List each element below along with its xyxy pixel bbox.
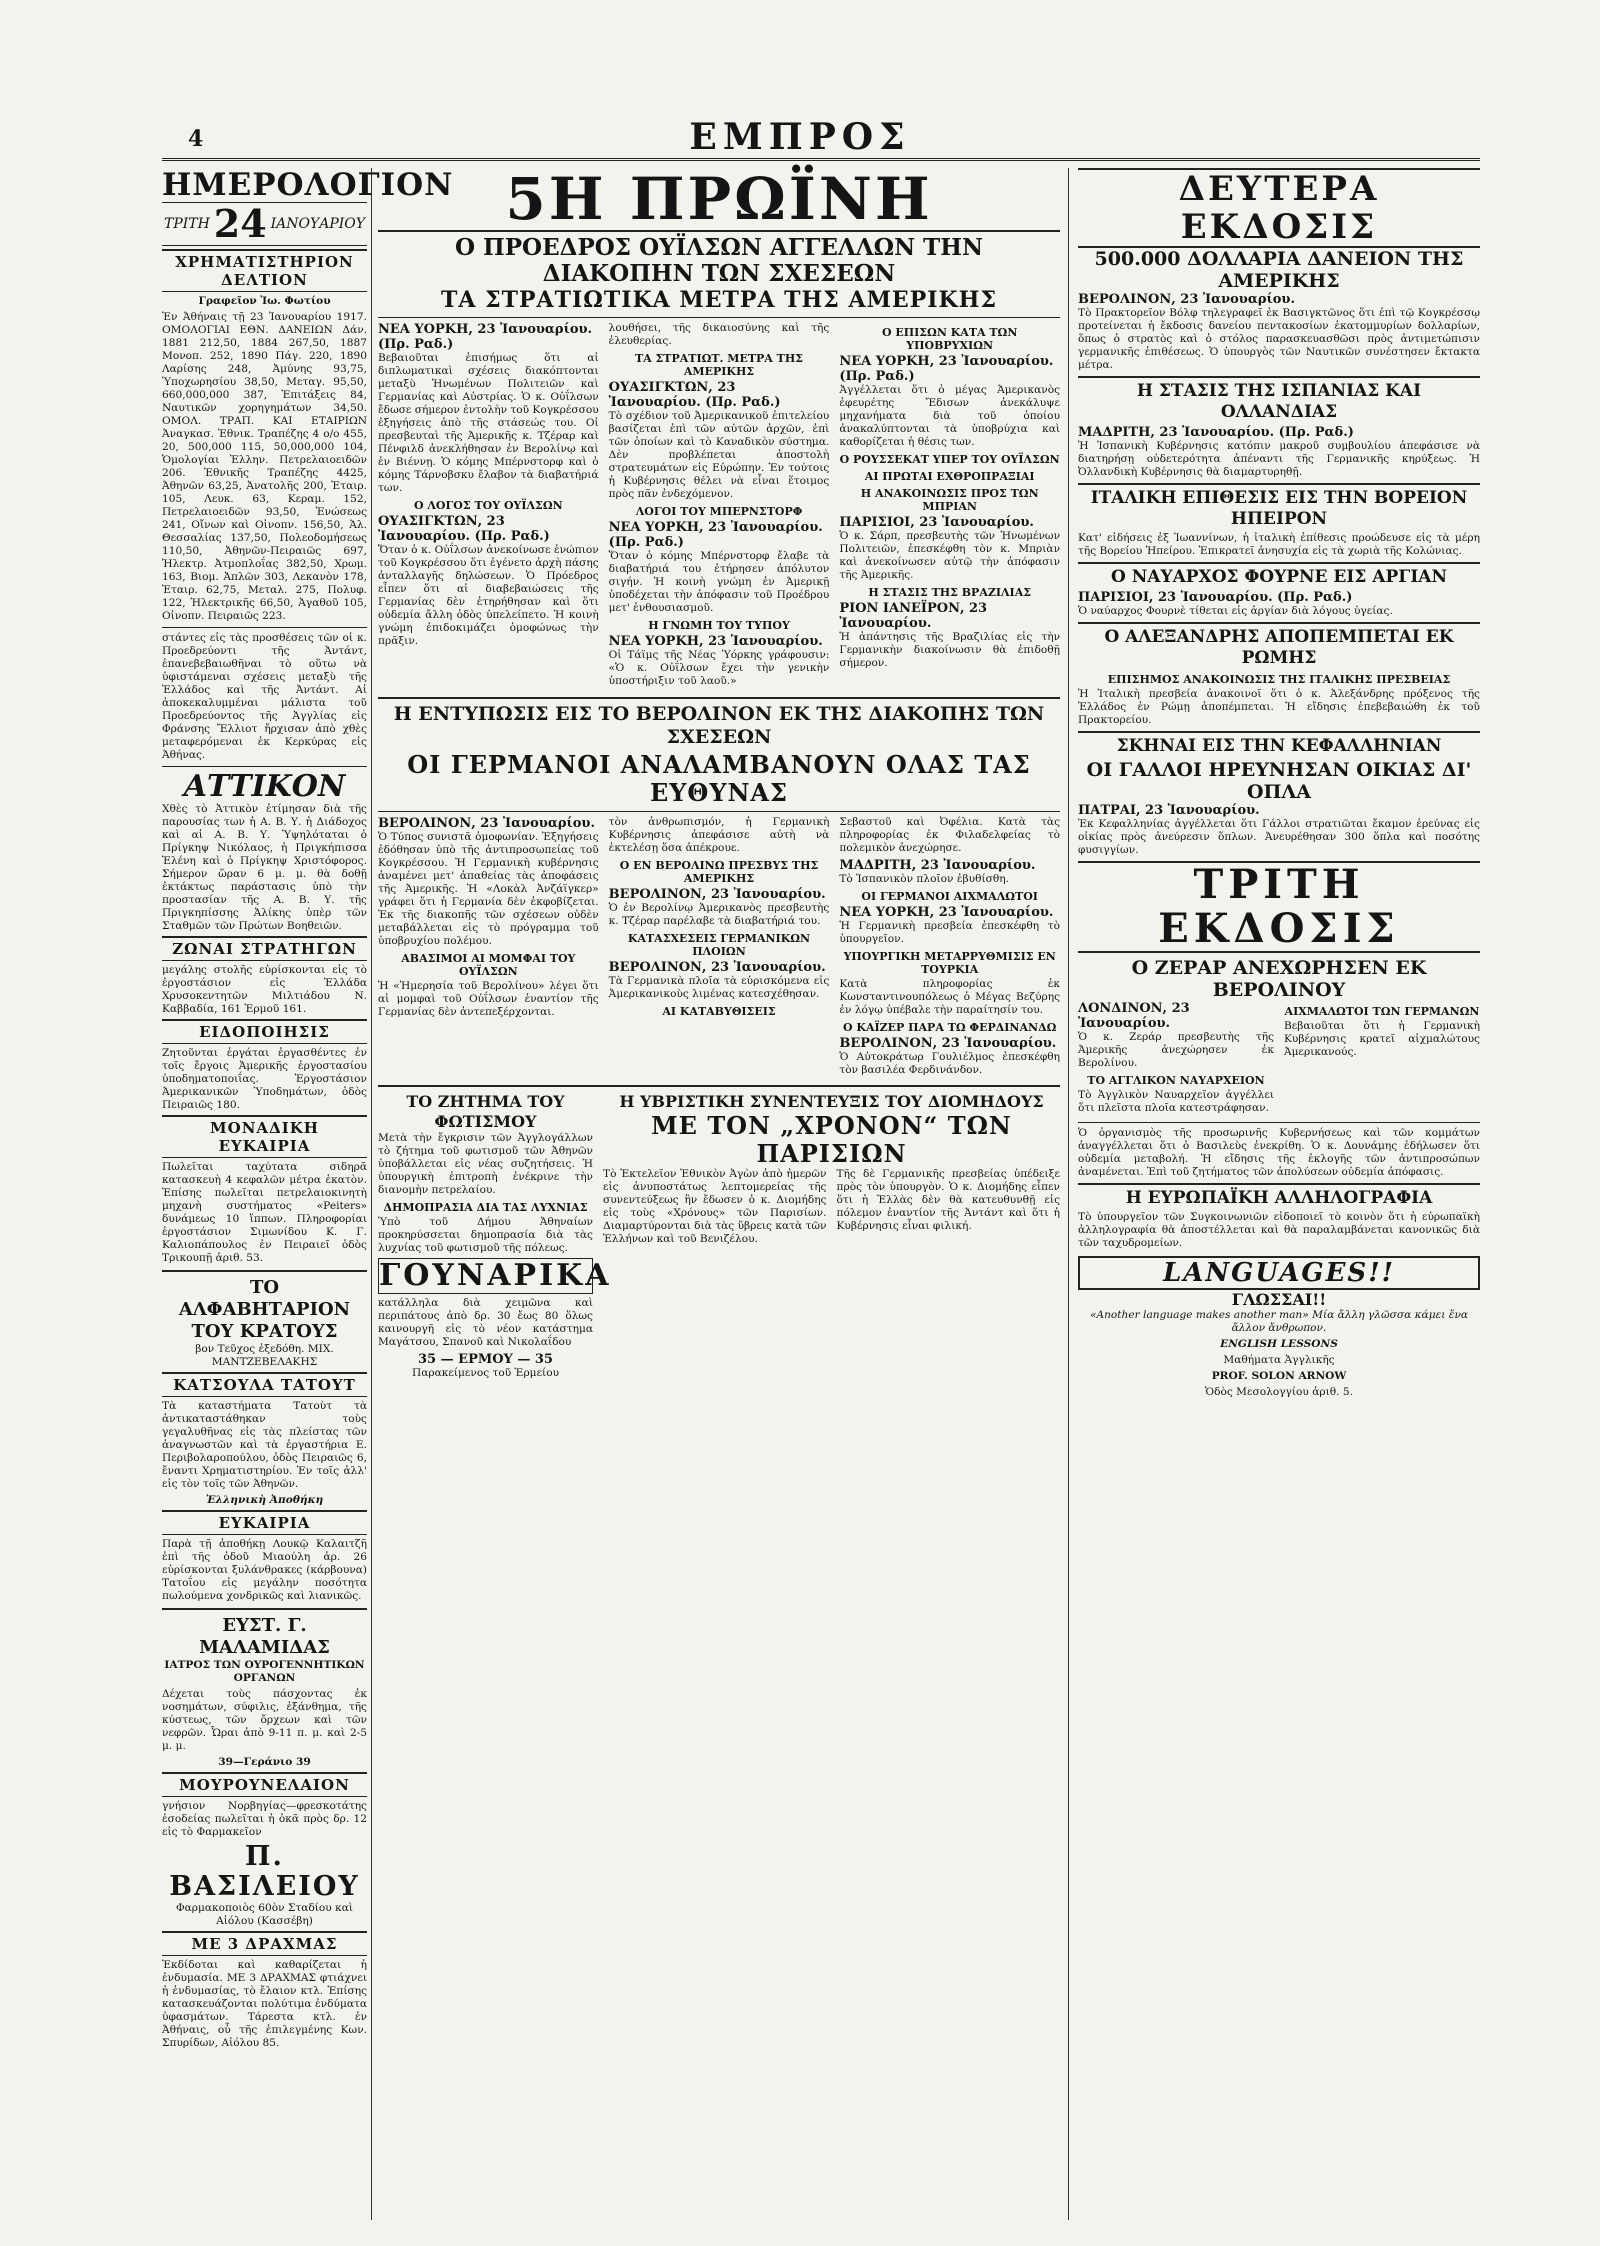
article-text: Βεβαιοῦται ἐπισήμως ὅτι αἱ διπλωματικαὶ σχέσεις διακόπτονται μεταξὺ Ἡνωμένων Πολιτειῶν καὶ Γερμανίας καὶ Αὐστρίας. Ὁ κ. Οὐΐλσων ἔδωσε σήμερον ἐντολὴν τοῦ Κογκρέσσου ἐξηγήσεις ἀπὸ τῆς στάσεώς του. Οἱ πρεσβευταὶ τῆς Ἀμερικῆς κ. Τζέραρ καὶ Πένφιλδ ἀνεκλήθησαν ἐν Βερολίνῳ καὶ ἐν Βιέννῃ. Ὁ κόμης Μπέρνστορφ καὶ ὁ κόμης Τάρνοβσκυ ἔλαβον τὰ διαβατήριά των. [378, 352, 599, 494]
right-column [1078, 168, 1480, 2220]
article-text: Ὅταν ὁ κόμης Μπέρνστορφ ἔλαβε τὰ διαβατήριά του ἐτήρησεν ἀπόλυτον σιγήν. Ἡ κοινὴ γνώμη ἐν Ἀμερικῇ ὑποδέχεται τὴν ἀπόφασιν τοῦ Προέδρου μετ' ἐνθουσιασμοῦ. [608, 550, 830, 614]
article-text: Ἐκ Κεφαλληνίας ἀγγέλλεται ὅτι Γάλλοι στρατιῶται ἔκαμον ἐρεύνας εἰς οἰκίας πρὸς ἀνεύρεσιν ὅπλων. Ἀνευρέθησαν 300 ὅπλα καὶ ποσότης φυσιγγίων. [1078, 818, 1480, 856]
eidopoiisis-heading: ΕΙΔΟΠΟΙΗΣΙΣ [162, 1019, 367, 1044]
mourounelaion-text: γνήσιον Νορβηγίας—φρεσκοτάτης ἐσοδείας πωλεῖται ἡ ὀκᾶ πρὸς δρ. 12 εἰς τὸ Φαρμακεῖον [162, 1800, 367, 1838]
article-text: Τὸ Πρακτορεῖον Βόλφ τηλεγραφεῖ ἐκ Βασιγκτῶνος ὅτι ἐπὶ τῷ Κογκρέσσῳ προτείνεται ἡ ἔκδοσις δανείου πεντακοσίων ἑκατομμυρίων δολλαρίων, ὅπως ὁ στρατὸς καὶ ὁ στόλος παρασκευασθῶσι πρὸς ἀντιμετώπισιν γερμανικῆς ἐπιθέσεως. Ὁ ὑπουργὸς τῶν Ναυτικῶν συνέστησεν ἔκτακτα μέτρα. [1078, 307, 1480, 371]
third-edition-banner: ΤΡΙΤΗ ΕΚΔΟΣΙΣ [1078, 861, 1480, 953]
divider [378, 317, 1060, 318]
article-text: Ὁ κ. Σάρπ, πρεσβευτὴς τῶν Ἡνωμένων Πολιτειῶν, ἐπεσκέφθη τὸν κ. Μπριὰν καὶ ἀνεκοίνωσεν αὐτῷ τὴν ἀπόφασιν τῆς Ἀμερικῆς. [839, 530, 1061, 581]
article-text: Τῆς δὲ Γερμανικῆς πρεσβείας ὑπέδειξε πρὸς τὸν ὑπουργὸν. Ὁ κ. Διομήδης εἶπεν ὅτι ἡ Ἑλλὰς δὲν θὰ κατευθυνθῇ εἰς πόλεμον ἐναντίον τῆς Ἀντάντ καὶ ὅτι ἡ Κυβέρνησις εἶναι φιλική. [836, 1168, 1060, 1232]
attikon-text: Χθὲς τὸ Ἀττικὸν ἐτίμησαν διὰ τῆς παρουσίας των ἡ Α. Β. Υ. ἡ Διάδοχος καὶ αἱ Α. Β. Υ. Ὑψηλόταται ὁ Πρίγκηψ Νικόλαος, ἡ Πριγκήπισσα Ἑλένη καὶ ὁ Πρίγκηψ Χριστόφορος. Σήμερον ὥραν 6 μ. μ. θὰ δοθῇ ἐκτάκτως παράστασις ὑπὸ τὴν προστασίαν τῆς Α. Β. Υ. τῆς Πριγκηπίσσης Ἀλίκης ὑπὲρ τῶν Σταθμῶν τῶν Πρώτων Βοηθειῶν. [162, 803, 367, 932]
divider [378, 1085, 1060, 1087]
section-heading: ΤΟ ΑΓΓΛΙΚΟΝ ΝΑΥΑΡΧΕΙΟΝ [1087, 1074, 1265, 1087]
eidopoiisis-text: Ζητοῦνται ἐργάται ἐργασθέντες ἐν τοῖς ἔργοις Ἀμερικῆς ἐργοστασίου ὑποδηματοποιΐας. Ἐργοστάσιον Ἀμερικανικῶν Ὑποδημάτων, ὁδὸς Πειραιῶς 180. [162, 1047, 367, 1111]
diomidis-heading: Η ΥΒΡΙΣΤΙΚΗ ΣΥΝΕΝΤΕΥΞΙΣ ΤΟΥ ΔΙΟΜΗΔΟΥΣ [619, 1092, 1044, 1111]
section-heading: ΕΠΙΣΗΜΟΣ ΑΝΑΚΟΙΝΩΣΙΣ ΤΗΣ ΙΤΑΛΙΚΗΣ ΠΡΕΣΒΕΙΑΣ [1107, 673, 1451, 686]
article-col-1 [378, 816, 599, 1080]
section-heading: Ο ΕΠΙΣΩΝ ΚΑΤΑ ΤΩΝ ΥΠΟΒΡΥΧΙΩΝ [881, 326, 1018, 352]
divider [1078, 1122, 1480, 1123]
drachmas-heading: ΜΕ 3 ΔΡΑΧΜΑΣ [162, 1931, 367, 1956]
dateline: ΝΕΑ ΥΟΡΚΗ, 23 Ἰανουαρίου. (Πρ. Ραδ.) [378, 322, 593, 352]
article-text: Ἡ ἀπάντησις τῆς Βραζιλίας εἰς τὴν Γερμανικὴν διακοίνωσιν θὰ ἐπιδοθῇ σήμερον. [839, 631, 1061, 669]
article-text: Ἀγγέλλεται ὅτι ὁ μέγας Ἀμερικανὸς ἐφευρέτης Ἔδισων ἀνεκάλυψε μηχανήματα διὰ τοῦ ὁποίου ἀνακαλύπτονται τὰ ὑποβρύχια καὶ καθορίζεται ἡ θέσις των. [839, 384, 1061, 448]
alfavitarion-sub: βον Τεῦχος ἐξεδόθη. ΜΙΧ. ΜΑΝΤΖΕΒΕΛΑΚΗΣ [195, 1343, 334, 1368]
section-heading: ΑΙ ΠΡΩΤΑΙ ΕΧΘΡΟΠΡΑΞΙΑΙ [864, 470, 1035, 483]
section-heading: ΛΟΓΟΙ ΤΟΥ ΜΠΕΡΝΣΤΟΡΦ [635, 505, 803, 518]
divider [162, 766, 367, 767]
section-heading: Η ΑΝΑΚΟΙΝΩΣΙΣ ΠΡΟΣ ΤΩΝ ΜΠΡΙΑΝ [860, 487, 1039, 513]
dateline: ΟΥΑΣΙΓΚΤΩΝ, 23 Ἰανουαρίου. (Πρ. Ραδ.) [378, 514, 550, 544]
section-heading: ΚΑΤΑΣΧΕΣΕΙΣ ΓΕΡΜΑΝΙΚΩΝ ΠΛΟΙΩΝ [627, 932, 811, 958]
kefallinia-subheadline: ΟΙ ΓΑΛΛΟΙ ΗΡΕΥΝΗΣΑΝ ΟΙΚΙΑΣ ΔΙ' ΟΠΛΑ [1086, 759, 1472, 803]
doctor-title: ΙΑΤΡΟΣ ΤΩΝ ΟΥΡΟΓΕΝΝΗΤΙΚΩΝ ΟΡΓΑΝΩΝ [164, 1659, 365, 1684]
article-text: Τὸ ὑπουργεῖον τῶν Συγκοινωνιῶν εἰδοποιεῖ τὸ κοινὸν ὅτι ἡ εὐρωπαϊκὴ ἀλληλογραφία θὰ ἀποστέλλεται καὶ θὰ παραλαμβάνεται κανονικῶς διὰ τῶν ταχυδρομείων. [1078, 1211, 1480, 1249]
date-row [162, 202, 367, 246]
loan-headline: 500.000 ΔΟΛΛΑΡΙΑ ΔΑΝΕΙΟΝ ΤΗΣ ΑΜΕΡΙΚΗΣ [1094, 248, 1464, 292]
exchange-subheading: Γραφεῖον Ἰω. Φωτίου [198, 295, 331, 307]
divider [378, 811, 1060, 812]
column-rule [371, 168, 372, 2220]
second-edition-banner: ΔΕΥΤΕΡΑ ΕΚΔΟΣΙΣ [1078, 168, 1480, 248]
monadiki-text: Πωλεῖται ταχύτατα σιδηρᾶ κατασκευὴ 4 κεφαλῶν μέτρα ἑκατὸν. Ἐπίσης πωλεῖται πετρελαιοκινητὴ μηχανὴ συστήματος «Peiters» δυνάμεως 10 ἵππων. Πληροφορίαι ἐργοστάσιον Σιμωνίδου Κ. Γ. Καλιοπάπουλος ἐν Πειραιεῖ ὁδὸς Τρικουπῇ ἀριθ. 53. [162, 1161, 367, 1264]
dateline: ΝΕΑ ΥΟΡΚΗ, 23 Ἰανουαρίου. [839, 905, 1054, 920]
article-text: Ὁ κ. Ζεράρ πρεσβευτὴς τῆς Ἀμερικῆς ἀνεχώρησεν ἐκ Βερολίνου. [1078, 1031, 1274, 1069]
mail-headline: Η ΕΥΡΩΠΑΪΚΗ ΑΛΛΗΛΟΓΡΑΦΙΑ [1078, 1183, 1480, 1209]
article-col-3 [839, 816, 1060, 1080]
article-text: Τὸ σχέδιον τοῦ Ἀμερικανικοῦ ἐπιτελείου βασίζεται ἐπὶ τῶν αὐτῶν ἀρχῶν, ἐπὶ τῶν ὁποίων καὶ τὸ Καναδικὸν σύστημα. Δὲν προβλέπεται ἀποστολὴ στρατευμάτων εἰς Εὐρώπην. Ἐν τούτοις ἡ Κυβέρνησις θέλει νὰ εἶναι ἕτοιμος πρὸς πᾶν ἐνδεχόμενον. [608, 410, 830, 500]
spain-holland-headline: Η ΣΤΑΣΙΣ ΤΗΣ ΙΣΠΑΝΙΑΣ ΚΑΙ ΟΛΛΑΝΔΙΑΣ [1078, 376, 1480, 423]
article-text: Ὁ Τύπος συνιστᾶ ὁμοφωνίαν. Ἐξηγήσεις ἐδόθησαν ὑπὸ τῆς ἀντιπροσωπείας τοῦ Κογκρέσσου. Ἡ Γερμανικὴ κυβέρνησις ἀναμένει μετ' ἀπαθείας τὰς ἀποφάσεις τῆς Ἀμερικῆς. Ἡ «Λοκὰλ Ἀνζάϊγκερ» γράφει ὅτι ἡ Γερμανία δὲν ἐκφοβίζεται. Ἐκ τῆς διακοπῆς τῶν σχέσεων οὐδὲν μεταβάλλεται εἰς τὸ πρόγραμμα τοῦ ὑποβρυχίου πολέμου. [378, 831, 599, 947]
bottom-right [603, 1092, 1060, 1383]
apothiki-text: Ἐλληνικὴ Ἀποθήκη [205, 1494, 324, 1506]
article-columns [378, 322, 1060, 691]
bottom-section [378, 1092, 1060, 1383]
article-col-3 [839, 322, 1060, 691]
article-text: Ὁ ναύαρχος Φουρνὲ τίθεται εἰς ἀργίαν διὰ λόγους ὑγείας. [1078, 605, 1393, 617]
doctor-text: Δέχεται τοὺς πάσχοντας ἐκ νοσημάτων, σύφιλις, ἐξάνθημα, τῆς κύστεως, τῶν ὄρχεων καὶ τῶν νεφρῶν. Ὧραι ἀπὸ 9-11 π. μ. καὶ 2-5 μ. μ. [162, 1688, 367, 1752]
dateline: ΜΑΔΡΙΤΗ, 23 Ἰανουαρίου. [839, 858, 1036, 873]
eukairia-text: Παρὰ τῇ ἀποθήκῃ Λουκῷ Καλαιτζῆ ἐπὶ τῆς ὁδοῦ Μιαούλη ἀρ. 26 εὑρίσκονται ξυλάνθρακες (κάρβουνα) Τατοΐου εἰς μεγάλην ποσότητα πωλούμενα χονδρικῶς καὶ λιανικῶς. [162, 1538, 367, 1602]
dateline: ΡΙΟΝ ΙΑΝΕΪΡΟΝ, 23 Ἰανουαρίου. [839, 601, 988, 631]
article-text: Τὰ Γερμανικὰ πλοῖα τὰ εὑρισκόμενα εἰς Ἀμερικανικοὺς λιμένας κατεσχέθησαν. [608, 975, 830, 1000]
date-number: 24 [213, 201, 267, 246]
newspaper-name: ΕΜΠΡΟΣ [689, 116, 911, 158]
drachmas-text: Ἐκδίδοται καὶ καθαρίζεται ἡ ἐνδυμασία. ΜΕ 3 ΔΡΑΧΜΑΣ φτιάχνει ἡ ἐνδυμασίας, τὸ ἔλαιον κτλ. Ἐπίσης κατασκευάζονται πολύτιμα ἐνδύματα ὑφασμάτων. Τάρεστα κτλ. ἐν Ἀθήναις, οὗ τῆς ἐπιλεγμένης Κων. Σπυρίδων, Αἰόλου 85. [162, 1959, 367, 2049]
ermou-address: 35 — ΕΡΜΟΥ — 35 [418, 1352, 553, 1367]
middle-column [378, 165, 1061, 2220]
professor-address: Ὁδὸς Μεσολογγίου ἀριθ. 5. [1205, 1386, 1353, 1398]
article-text: Τὸ Ἰσπανικὸν πλοῖον ἐβυθίσθη. [839, 873, 1009, 885]
fotismos-heading: ΤΟ ΖΗΤΗΜΑ ΤΟΥ ΦΩΤΙΣΜΟΥ [406, 1092, 565, 1131]
dateline: ΝΕΑ ΥΟΡΚΗ, 23 Ἰανουαρίου. (Πρ. Ραδ.) [608, 520, 823, 550]
dateline: ΒΕΡΟΛΙΝΟΝ, 23 Ἰανουαρίου. [378, 816, 595, 831]
diomidis-subheading: ΜΕ ΤΟΝ „ΧΡΟΝΟΝ“ ΤΩΝ ΠΑΡΙΣΙΩΝ [651, 1111, 1012, 1168]
monadiki-heading: ΜΟΝΑΔΙΚΗ ΕΥΚΑΙΡΙΑ [162, 1115, 367, 1158]
eukairia-heading: ΕΥΚΑΙΡΙΑ [162, 1510, 367, 1535]
dateline: ΛΟΝΔΙΝΟΝ, 23 Ἰανουαρίου. [1078, 1001, 1190, 1031]
section-heading: ΟΙ ΓΕΡΜΑΝΟΙ ΑΙΧΜΑΛΩΤΟΙ [861, 890, 1038, 903]
gerard-headline: Ο ΖΕΡΑΡ ΑΝΕΧΩΡΗΣΕΝ ΕΚ ΒΕΡΟΛΙΝΟΥ [1131, 957, 1427, 1001]
dateline: ΒΕΡΟΛΙΝΟΝ, 23 Ἰανουαρίου. [839, 1036, 1057, 1051]
article-text: Ἡ «Ἡμερησία τοῦ Βερολίνου» λέγει ὅτι αἱ μομφαὶ τοῦ Οὐΐλσων ἐναντίον τῆς Γερμανίας δὲν ἀντεπεξέρχονται. [378, 980, 599, 1018]
section-heading: ΑΙ ΚΑΤΑΒΥΘΙΣΕΙΣ [662, 1005, 776, 1018]
fournet-headline: Ο ΝΑΥΑΡΧΟΣ ΦΟΥΡΝΕ ΕΙΣ ΑΡΓΙΑΝ [1078, 562, 1480, 588]
article-text: Κατὰ πληροφορίας ἐκ Κωνσταντινουπόλεως ὁ Μέγας Βεζύρης ἐν λόγῳ ὑπέβαλε τὴν παραίτησίν του. [839, 978, 1061, 1016]
article-text: Ἡ Ἰταλικὴ πρεσβεία ἀνακοινοῖ ὅτι ὁ κ. Ἀλεξάνδρης πρόξενος τῆς Ἑλλάδος ἐν Ρώμῃ ἀποπέμπεται. Ἡ εἴδησις ἐπεβεβαιώθη ἐκ τοῦ Πρακτορείου. [1078, 688, 1480, 726]
article-col-1 [378, 322, 599, 691]
section-heading: ΥΠΟΥΡΓΙΚΗ ΜΕΤΑΡΡΥΘΜΙΣΙΣ ΕΝ ΤΟΥΡΚΙΑ [843, 950, 1056, 976]
dimoprasia-text: Ὑπὸ τοῦ Δήμου Ἀθηναίων προκηρύσσεται δημοπρασία διὰ τὰς λυχνίας τοῦ φωτισμοῦ τῆς πόλεως. [378, 1216, 593, 1254]
article-text: Ὁ Αὐτοκράτωρ Γουλιέλμος ἐπεσκέφθη τὸν βασιλέα Φερδινάνδον. [839, 1051, 1061, 1076]
left-column [162, 167, 454, 2220]
article-text: λουθήσει, τῆς δικαιοσύνης καὶ τῆς ἐλευθερίας. [608, 322, 830, 347]
gounarika-text: κατάλληλα διὰ χειμῶνα καὶ περιπάτους ἀπὸ δρ. 30 ἔως 80 ὅλως καινουργῆ εἰς τὸ νέον κατάστημα Μαγάτσου, Σπανοῦ καὶ Νικολαΐδου [378, 1297, 593, 1348]
divider [162, 1270, 367, 1272]
dateline: ΟΥΑΣΙΓΚΤΩΝ, 23 Ἰανουαρίου. (Πρ. Ραδ.) [608, 380, 781, 410]
dateline: ΠΑΡΙΣΙΟΙ, 23 Ἰανουαρίου. (Πρ. Ραδ.) [1078, 590, 1353, 605]
professor-name: PROF. SOLON ARNOW [1211, 1370, 1347, 1382]
gerard-col-2 [1284, 1001, 1480, 1118]
section-heading: ΤΑ ΣΤΡΑΤΙΩΤ. ΜΕΤΡΑ ΤΗΣ ΑΜΕΡΙΚΗΣ [634, 352, 804, 378]
article-text: Οἱ Τάϊμς τῆς Νέας Ὑόρκης γράφουσιν: «Ὁ κ. Οὐΐλσων ἔχει τὴν γενικὴν ὑποστήριξιν τοῦ λαοῦ.» [608, 649, 830, 687]
gerard-col-1 [1078, 1001, 1274, 1118]
section-heading: Ο ΡΟΥΣΣΕΚΑΤ ΥΠΕΡ ΤΟΥ ΟΥΪΛΣΩΝ [839, 453, 1060, 466]
berlin-subheadline: ΟΙ ΓΕΡΜΑΝΟΙ ΑΝΑΛΑΜΒΑΝΟΥΝ ΟΛΑΣ ΤΑΣ ΕΥΘΥΝΑΣ [407, 750, 1031, 807]
politics-text: στάντες εἰς τὰς προσθέσεις τῶν οἰ κ. Προεδρεύοντι τῆς Ἀντάντ, ἐπανεβεβαιωθῆναι τὸ οὕτω νὰ ὑφιστάμεναι σχέσεις μεταξὺ τῆς Ἑλλάδος καὶ τῆς Ἀντάντ. Αἱ ἀποκεκαλυμμέναι μάλιστα τοῦ Προεδρεύοντος τῆς Ἀγγλίας εἰς Φράνσης Ἔλλιοτ ἤρχισαν ἀπὸ χθὲς μεταφερόμεναι ἐκ Κερκύρας εἰς Ἀθήνας. [162, 632, 367, 761]
doctor-address: 39—Γεράνιο 39 [218, 1756, 311, 1768]
zonai-text: μεγάλης στολῆς εὑρίσκονται εἰς τὸ ἐργοστάσιον εἰς Ἑλλάδα Χρυσοκεντητῶν Μιλτιάδου Ν. Καββαδία, 161 Ἑρμοῦ 161. [162, 964, 367, 1015]
katsoula-text: Τὰ καταστήματα Τατοὺτ τὰ ἀντικαταστάθηκαν τοὺς γεγαλυθῆνας εἰς τὰς πλείστας τῶν ἀναγνωστῶν καὶ τὰ ἐργαστήρια Ε. Περιβολαροπούλου, ὁδὸς Πειραιῶς 6, ἔναντι Χρηματιστηρίου. Ἐν τοῖς ἀλλ' εἰς τὸν τοῖς τῶν Ἀθηνῶν. [162, 1400, 367, 1490]
languages-ad-text: «Another language makes another man» Μία ἄλλη γλῶσσα κάμει ἕνα ἄλλον ἄνθρωπον. [1089, 1309, 1469, 1334]
exchange-heading: ΧΡΗΜΑΤΙΣΤΗΡΙΟΝ ΔΕΛΤΙΟΝ [162, 249, 367, 292]
article-text: Ὁ ὀργανισμὸς τῆς προσωρινῆς Κυβερνήσεως καὶ τῶν κομμάτων ἀναγγέλλεται ὅτι ὁ Βασιλεὺς ἐνεκρίθη. Ὁ κ. Δουνάμης ἐδήλωσεν ὅτι οὐδεμία μεταβολή. Ἡ εἴδησις τῆς ἐκλογῆς τῶν ἀντιπροσώπων ἀναμένεται. Ἐπὶ τοῦ ζητήματος τῶν ἀπολύσεων οὐδεμία ἀπόφασις. [1078, 1127, 1480, 1178]
dateline: ΜΑΔΡΙΤΗ, 23 Ἰανουαρίου. (Πρ. Ραδ.) [1078, 425, 1354, 440]
dateline: ΠΑΤΡΑΙ, 23 Ἰανουαρίου. [1078, 803, 1260, 818]
alfavitarion-heading: ΤΟ ΑΛΦΑΒΗΤΑΡΙΟΝ ΤΟΥ ΚΡΑΤΟΥΣ [178, 1277, 351, 1342]
berlin-headline: Η ΕΝΤΥΠΩΣΙΣ ΕΙΣ ΤΟ ΒΕΡΟΛΙΝΟΝ ΕΚ ΤΗΣ ΔΙΑΚΟΠΗΣ ΤΩΝ ΣΧΕΣΕΩΝ [378, 697, 1060, 749]
article-text: Ὅταν ὁ κ. Οὐΐλσων ἀνεκοίνωσε ἐνώπιον τοῦ Κογκρέσσου ὅτι ἐγένετο ἀρχὴ πάσης ἀνταλλαγῆς δηλώσεων. Ὁ Πρόεδρος εἶπεν ὅτι αἱ διαβεβαιώσεις τῆς Γερμανίας δὲν ἐτηρήθησαν καὶ ὅτι οὐδεμία ἄλλη ὁδὸς ὑπελείπετο. Ἡ κοινὴ γνώμη ἐπιδοκιμάζει ὁμοφώνως τὴν πρᾶξιν. [378, 544, 599, 647]
bottom-left [378, 1092, 612, 1383]
dateline: ΝΕΑ ΥΟΡΚΗ, 23 Ἰανουαρίου. (Πρ. Ραδ.) [839, 354, 1054, 384]
languages-ad-heading: LANGUAGES!! [1078, 1256, 1480, 1290]
article-text: Κατ' εἰδήσεις ἐξ Ἰωαννίνων, ἡ ἰταλικὴ ἐπίθεσις προώδευσε εἰς τὰ μέρη τῆς Βορείου Ἠπείρου. Ἐπικρατεῖ ἀνησυχία εἰς τὰ χωριὰ τῆς Κολώνιας. [1078, 532, 1480, 557]
mourounelaion-heading: ΜΟΥΡΟΥΝΕΛΑΙΟΝ [162, 1772, 367, 1797]
article-text: Ἡ Ἰσπανικὴ Κυβέρνησις κατόπιν μακροῦ συμβουλίου ἀπεφάσισε νὰ διατηρήσῃ οὐδετερότητα ἀπέναντι τῆς Γερμανικῆς κηρύξεως. Ἡ Ὀλλανδικὴ Κυβέρνησις θὰ διαμαρτυρηθῇ. [1078, 440, 1480, 478]
vasileiou-heading: Π. ΒΑΣΙΛΕΙΟΥ [169, 1841, 360, 1902]
article-col-2 [609, 816, 830, 1080]
dateline: ΒΕΡΟΛΙΝΟΝ, 23 Ἰανουαρίου. [608, 887, 826, 902]
month: ΙΑΝΟΥΑΡΙΟΥ [270, 216, 365, 232]
diomidis-columns [603, 1168, 1060, 1249]
section-heading: Ο ΕΝ ΒΕΡΟΛΙΝΩ ΠΡΕΣΒΥΣ ΤΗΣ ΑΜΕΡΙΚΗΣ [619, 859, 819, 885]
section-heading: Ο ΚΑΪΖΕΡ ΠΑΡΑ ΤΩ ΦΕΡΔΙΝΑΝΔΩ [842, 1021, 1057, 1034]
doctor-name: ΕΥΣΤ. Γ. ΜΑΛΑΜΙΔΑΣ [199, 1615, 330, 1658]
article-col-2 [609, 322, 830, 691]
gounarika-heading: ΓΟΥΝΑΡΙΚΑ [379, 1258, 612, 1293]
article-text: Σεβαστοῦ καὶ Ὀφέλια. Κατὰ τὰς πληροφορίας ἐκ Φιλαδελφείας τὸ πολεμικὸν ἀνεχώρησε. [839, 816, 1061, 854]
dateline: ΒΕΡΟΛΙΝΟΝ, 23 Ἰανουαρίου. [608, 960, 826, 975]
divider [162, 1608, 367, 1610]
dimoprasia-heading: ΔΗΜΟΠΡΑΣΙΑ ΔΙΑ ΤΑΣ ΛΥΧΝΙΑΣ [383, 1201, 588, 1214]
edition-banner: 5Η ΠΡΩΪΝΗ [505, 165, 933, 233]
dateline: ΒΕΡΟΛΙΝΟΝ, 23 Ἰανουαρίου. [1078, 292, 1295, 307]
english-lessons-sub: Μαθήματα Ἀγγλικῆς [1223, 1354, 1335, 1366]
article-text: Ἡ Γερμανικὴ πρεσβεία ἐπεσκέφθη τὸ ὑπουργεῖον. [839, 920, 1061, 945]
exchange-text: Ἐν Ἀθήναις τῇ 23 Ἰανουαρίου 1917. ΟΜΟΛΟΓΙΑΙ ΕΘΝ. ΔΑΝΕΙΩΝ Δάν. 1881 212,50, 1884 267,50, 1887 Μονοπ. 252, 1890 Πάγ. 220, 1890 Λαρίσης 248, Ἀμύνης 93,75, Ὑποχωρησίου 38,50, Μεταγ. 95,50, 660,000,000 387, Ἐπιτάξεις 84, Ναυτικῶν χορηγημάτων 34,50. ΟΜΟΛ. ΤΡΑΠ. ΚΑΙ ΕΤΑΙΡΙΩΝ Ἀναγκασ. Ἐθνικ. Τραπέζης 4 ο/ο 455, 20, 500,000 115, 50,000,000 104, Ὁμολογίαι Ἑλλην. Πετρελαιοειδῶν 206. Ἐθνικῆς Τραπέζης 4425, Ἀθηνῶν 63,25, Ἀνατολῆς 200, Ἑταιρ. 105, Λευκ. 63, Κεραμ. 152, Πετρελαιοειδῶν 93,50, Ἑνώσεως 241, Οἴνων καὶ Οἰνοπν. 156,50, Ἁλ. Θεσσαλίας 137,50, Πολεοδομήσεως 110,50, Ἀθηνῶν-Πειραιῶς 697, Ἠλεκτρ. Ἀτμοπλοΐας 382,50, Χρωμ. 163, Βιομ. Ἀπλῶν 303, Λεκανὸν 178, Ἐταιρ. 62,75, Μεταλ. 275, Πολυφ. 122, Ἠλεκτρικῆς 66,50, Ἀγαθοῦ 105, Οἰνοπν. Πειραιῶς 223. [162, 311, 367, 622]
section-heading: ΑΒΑΣΙΜΟΙ ΑΙ ΜΟΜΦΑΙ ΤΟΥ ΟΥΪΛΣΩΝ [401, 952, 576, 978]
kefallinia-headline: ΣΚΗΝΑΙ ΕΙΣ ΤΗΝ ΚΕΦΑΛΛΗΝΙΑΝ [1078, 731, 1480, 757]
main-subheadline: ΤΑ ΣΤΡΑΤΙΩΤΙΚΑ ΜΕΤΡΑ ΤΗΣ ΑΜΕΡΙΚΗΣ [440, 287, 997, 313]
article-text: Τὸ Ἐκτελεῖον Ἐθνικὸν Ἀγὼν ἀπὸ ἡμερῶν εἰς ἀνυποστάτως λεπτομερείας τῆς συνεντεύξεως ἣν ἔδωσεν ὁ κ. Διομήδης εἰς τοὺς «Χρόνους» τῶν Παρισίων. Διαμαρτύρονται διὰ τὰς ὕβρεις κατὰ τῶν Ἑλλήνων καὶ τοῦ Βενιζέλου. [603, 1168, 827, 1245]
english-lessons: ENGLISH LESSONS [1220, 1338, 1338, 1350]
weekday: ΤΡΙΤΗ [164, 216, 210, 232]
ermou-subtext: Παρακείμενος τοῦ Ἑρμείου [411, 1367, 560, 1379]
main-headline: Ο ΠΡΟΕΔΡΟΣ ΟΥΪΛΣΩΝ ΑΓΓΕΛΛΩΝ ΤΗΝ ΔΙΑΚΟΠΗΝ ΤΩΝ ΣΧΕΣΕΩΝ [378, 230, 1060, 287]
article-text: Ὁ ἐν Βερολίνῳ Ἀμερικανὸς πρεσβευτὴς κ. Τζέραρ παρέλαβε τὰ διαβατήριά του. [608, 902, 830, 927]
katsoula-heading: ΚΑΤΣΟΥΛΑ ΤΑΤΟΥΤ [162, 1372, 367, 1397]
section-heading: ΑΙΧΜΑΛΩΤΟΙ ΤΩΝ ΓΕΡΜΑΝΩΝ [1284, 1005, 1480, 1018]
section-heading: Η ΣΤΑΣΙΣ ΤΗΣ ΒΡΑΖΙΛΙΑΣ [868, 586, 1032, 599]
article-text: Βεβαιοῦται ὅτι ἡ Γερμανικὴ Κυβέρνησις κρατεῖ αἰχμαλώτους Ἀμερικανούς. [1284, 1020, 1480, 1058]
alexandris-headline: Ο ΑΛΕΞΑΝΔΡΗΣ ΑΠΟΠΕΜΠΕΤΑΙ ΕΚ ΡΩΜΗΣ [1078, 622, 1480, 669]
dateline: ΝΕΑ ΥΟΡΚΗ, 23 Ἰανουαρίου. [608, 634, 823, 649]
article-text: Τὸ Ἀγγλικὸν Ναυαρχεῖον ἀγγέλλει ὅτι πλεῖστα πλοῖα κατεστράφησαν. [1078, 1089, 1274, 1114]
column-rule [1068, 168, 1069, 2220]
divider [162, 627, 367, 628]
section-heading: Η ΓΝΩΜΗ ΤΟΥ ΤΥΠΟΥ [648, 619, 790, 632]
vasileiou-address: Φαρμακοποιὸς 60ὸν Σταδίου καὶ Αἰόλου (Κασσέβη) [175, 1902, 354, 1927]
calendar-title: ΗΜΕΡΟΛΟΓΙΟΝ [162, 167, 454, 203]
section-heading: Ο ΛΟΓΟΣ ΤΟΥ ΟΥΪΛΣΩΝ [413, 499, 563, 512]
fotismos-text: Μετὰ τὴν ἔγκρισιν τῶν Ἀγγλογάλλων τὸ ζήτημα τοῦ φωτισμοῦ τῶν Ἀθηνῶν ὑποβάλλεται εἰς νέας συζητήσεις. Ἡ ὑπουργικὴ ἐπιτροπὴ ἐνέκρινε τὴν διανομὴν πετρελαίου. [378, 1132, 593, 1196]
article-text: τὸν ἀνθρωπισμόν, ἡ Γερμανικὴ Κυβέρνησις ἀπεφάσισε αὐτὴ νὰ ἐκτελέσῃ ὅσα ἀπέκρουε. [608, 816, 830, 854]
attikon-heading: ΑΤΤΙΚΟΝ [183, 769, 346, 804]
article-columns [378, 816, 1060, 1080]
masthead-rule [162, 158, 1480, 161]
glosses-heading: ΓΛΩΣΣΑΙ!! [1231, 1290, 1327, 1309]
epirus-headline: ΙΤΑΛΙΚΗ ΕΠΙΘΕΣΙΣ ΕΙΣ ΤΗΝ ΒΟΡΕΙΟΝ ΗΠΕΙΡΟΝ [1078, 483, 1480, 530]
gerard-columns [1078, 1001, 1480, 1118]
zonai-heading: ΖΩΝΑΙ ΣΤΡΑΤΗΓΩΝ [162, 936, 367, 961]
dateline: ΠΑΡΙΣΙΟΙ, 23 Ἰανουαρίου. [839, 515, 1034, 530]
page-number: 4 [188, 126, 204, 152]
